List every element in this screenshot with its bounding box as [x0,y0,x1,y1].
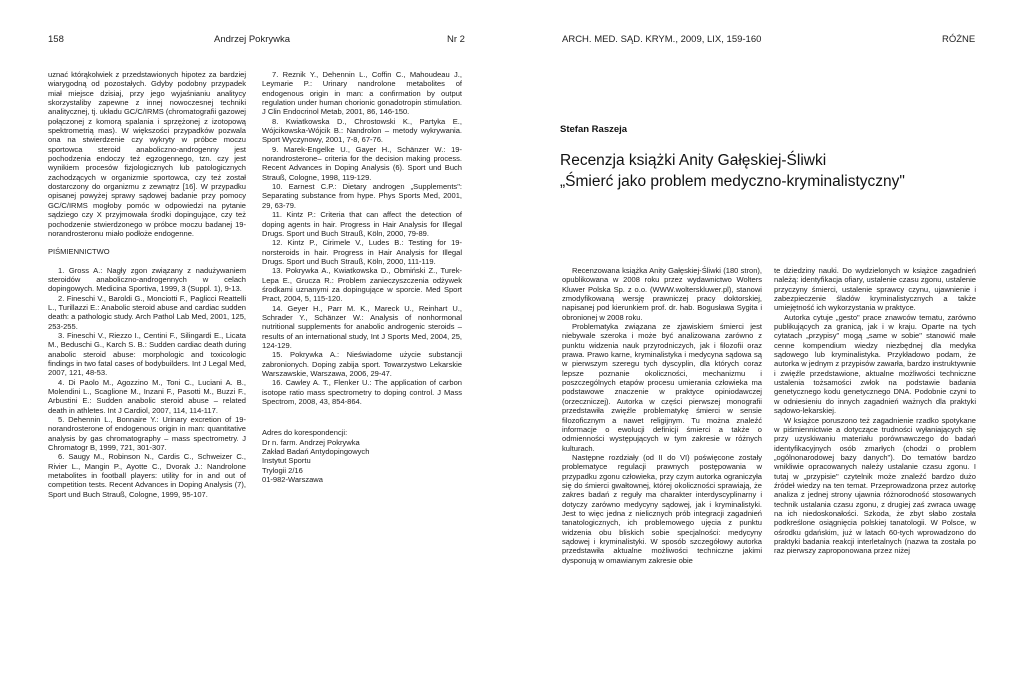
page-number: 158 [48,34,64,45]
review-paragraph: te dziedziny nauki. Do wydzielonych w książce zagadnień należą: identyfikacja ofiary, ustalenie czasu zgonu, ustalenie przyczyny śmierci, ustalenie sprawcy czynu, ujawnienie i zabezpieczenie śladów kryminalistycznych a także umiejętność ich wykorzystania w praktyce. [774,266,976,313]
reference-item: 5. Dehennin L., Bonnaire Y.: Urinary excretion of 19-norandrosterone of endogenous origin in man: quantitative analysis by gas chromatography – mass spectrometry. J Chromatogr B, 1999, 721, 301-307. [48,415,246,453]
reference-item: 11. Kintz P.: Criteria that can affect the detection of doping agents in hair. Progress in Hair Analysis for Illegal Drugs. Sport und Buch Strauß, Köln, 2000, 79-89. [262,210,462,238]
left-column-1 [48,70,246,670]
address-line: Dr n. farm. Andrzej Pokrywka [262,437,360,447]
reference-item: 6. Saugy M., Robinson N., Cardis C., Schweizer C., Rivier L., Mangin P., Ayotte C., Dvorak J.: Nandrolone metabolites in football players: utility for in and out of competition tests. Recent Advances in Doping Analysis (7), Sport und Buch Strauß, Cologne, 1999, 95-107. [48,452,246,499]
reference-item: 12. Kintz P., Cirimele V., Ludes B.: Testing for 19-norsteroids in hair. Progress in Hair Analysis for Illegal Drugs. Sport und Buch Strauß, Köln, 2000, 111-119. [262,238,462,266]
references-heading: PIŚMIENNICTWO [48,247,110,257]
address-line: Zakład Badań Antydopingowych [262,447,370,457]
section-header: RÓŻNE [942,34,976,45]
address-line: 01-982-Warszawa [262,475,323,485]
review-title-line: Recenzja książki Anity Gałęskiej-Śliwki [560,152,827,169]
review-title [560,150,905,192]
review-paragraph: W książce poruszono też zagadnienie rzadko spotykane w piśmiennictwie a dotyczące trudności wyłaniających się przy uzyskiwaniu materiału porównawczego do badań identyfikacyjnych osób zmarłych (chodzi o problem „ogólnonarodowej bazy danych"). Do tematów bardzo wnikliwie opracowanych należy ustalanie czasu zgonu. I tutaj w „przypisie" czytelnik może znaleźć bardzo dużo źródeł wiedzy na ten temat. Przeprowadzona przez autorkę analiza z jednej strony ujawnia różnorodność stosowanych technik ustalania czasu zgonu, z drugiej zaś zwraca uwagę na ich niedoskonałości. Szkoda, że zbyt słabo została podkreślone osiągnięcia polskiej tanatologii. W Polsce, w ośrodku gdańskim, już w latach 60-tych wprowadzono do praktyki badania reakcji interletalnych (nazwa ta została po raz pierwszy zaproponowana przez niżej [774,415,976,556]
review-paragraph: Recenzowana książka Anity Gałęskiej-Śliwki (180 stron), opublikowana w 2008 roku przez wydawnictwo Wolters Kluwer Polska Sp. z o.o. (WWW.wolterskluwer.pl), stanowi zmodyfikowaną wersję prawniczej pracy doktorskiej, napisanej pod kierunkiem prof. dr. hab. Bogusława Sygita i obronionej w 2008 roku. [562,266,762,322]
right-column-1 [562,266,762,676]
reference-item: 9. Marek-Engelke U., Gayer H., Schänzer W.: 19-norandrosterone– criteria for the decision making process. Recent Advances in Doping Analysis (6). Sport und Buch Strauß, Cologne, 1998, 119-129. [262,144,462,182]
left-column-2 [262,70,462,630]
reference-item: 14. Geyer H., Parr M. K., Mareck U., Reinhart U., Schrader Y., Schänzer W.: Analysis of nonhormonal nutritional supplements for anabolic androgenic steroids – results of an international study, Int J Sports Med, 2004, 25, 124-129. [262,303,462,350]
reference-item: 13. Pokrywka A., Kwiatkowska D., Obmiński Z., Turek-Lepa E., Grucza R.: Problem zanieczyszczenia odżywek środkami uznanymi za dopingujące w sporcie. Med Sport Pract, 2004, 5, 115-120. [262,266,462,304]
address-line: Adres do korespondencji: [262,428,348,438]
review-paragraph: Autorka cytuje „gesto" prace znawców tematu, zarówno publikujących za granicą, jak i w kraju. Oparte na tych cytatach „przypisy" mogą „same w sobie" stanowić małe cenne kompendium wiedzy niezbędnej dla medyka sądowego lub kryminalistyka. Przykładowo podam, że autorka w jednym z przypisów zawarła, bardzo instruktywnie i zwięźle przedstawione, aktualne możliwości techniczne ustalenia tożsamości zwłok na podstawie badania genetycznego kodu genetycznego DNA. Podobnie czyni to w odniesieniu do innych zagadnień ważnych dla praktyki sądowo-lekarskiej. [774,312,976,416]
issue-number: Nr 2 [447,34,465,45]
correspondence-address [262,428,462,484]
reference-item: 10. Earnest C.P.: Dietary androgen „Supplements": Separating substance from hype. Phys Sports Med, 2001, 29, 63-79. [262,182,462,210]
reference-item: 2. Fineschi V., Baroldi G., Monciotti F., Paglicci Reattelli L., Turillazzi E.: Anabolic steroid abuse and cardiac sudden death: a pathologic study. Arch Pathol Lab Med, 2001, 125, 253-255. [48,293,246,331]
review-paragraph: Problematyka związana ze zjawiskiem śmierci jest niebywale szeroka i może być analizowana zarówno z punktu widzenia nauk przyrodniczych, jak i filozofii oraz prawa. Prawo karne, kryminalistyka i medycyna sądowa są w pierwszym szeregu tych dyscyplin, dla których coraz lepsze poznanie okoliczności, mechanizmu i poszczególnych etapów procesu umierania człowieka ma podstawowe znaczenie w praktyce opiniodawczej (orzeczniczej). Autorka w części pierwszej monografii przedstawiła zwięźle problematykę śmierci w sensie filozoficznym a nawet religijnym. Tu można znaleźć informacje o ewolucji definicji śmierci a także o odmienności występujących w tym zakresie w różnych kulturach. [562,322,762,453]
body-paragraph: uznać którąkolwiek z przedstawionych hipotez za bardziej wiarygodną od pozostałych. Gdyby podobny przypadek miał miejsce dzisiaj, przy jego wyjaśnianiu analitycy skorzystaliby zapewne z innej nowoczesnej techniki analitycznej, tj. układu GC/C/IRMS (chromatografii gazowej połączonej z komorą spalania i sprzężonej z izotopową spektrometrią mas). W większości przypadków pozwala ona na stwierdzenie czy wykryty w próbce moczu sportowca steroid anaboliczno-androgenny jest pochodzenia endoczy też egzogennego, tzn. czy jest wynikiem procesów fizjologicznych lub patologicznych zachodzących w organizmie sportowca, czy też został dostarczony do organizmu z zewnątrz [16]. W przypadku opisanej powyżej sprawy sądowej badanie przy pomocy GC/C/IRMS mogłoby pomóc w odpowiedzi na pytanie sądziego czy X przyjmowała środki dopingujące, czy też pochodzenie stwierdzonego w próbce moczu badanej 19-norandrosteronu miało podłoże endogenne. [48,70,246,238]
journal-header: ARCH. MED. SĄD. KRYM., 2009, LIX, 159-160 [562,34,762,45]
reference-item: 15. Pokrywka A.: Nieświadome użycie substancji zabronionych. Doping zabija sport. Towarzystwo Lekarskie Warszawskie, Warszawa, 2006, 29-47. [262,350,462,378]
address-line: Instytut Sportu [262,456,311,466]
review-title-line: „Śmierć jako problem medyczno-kryminalistyczny" [560,173,905,190]
right-page [512,0,1024,683]
right-column-2 [774,266,976,676]
reference-item: 1. Gross A.: Nagły zgon związany z nadużywaniem steroidów anaboliczno-androgennych w celach dopingowych. Medicina Sportiva, 1999, 3 (Suppl. 1), 9-13. [48,265,246,294]
review-author: Stefan Raszeja [560,124,628,135]
address-line: Trylogii 2/16 [262,465,303,475]
reference-item: 7. Reznik Y., Dehennin L., Coffin C., Mahoudeau J., Leymarie P.: Urinary nandrolone metabolites of endogenous origin in man: a confirmation by output regulation under human chorionic gonadotropin stimulation. J Clin Endocrinol Metab, 2001, 86, 146-150. [262,70,462,117]
reference-item: 16. Cawley A. T., Flenker U.: The application of carbon isotope ratio mass spectrometry to doping control. J Mass Spectrom, 2008, 43, 854-864. [262,378,462,407]
reference-item: 3. Fineschi V., Riezzo I., Centini F., Silingardi E., Licata M., Beduschi G., Karch S. B.: Sudden cardiac death during anabolic steroid abuse: morphologic and toxicologic findings in two fatal cases of bodybuilders. Int J Legal Med, 2007, 121, 48-53. [48,330,246,378]
reference-item: 8. Kwiatkowska D., Chrostowski K., Partyka E., Wójcikowska-Wójcik B.: Nandrolon – metody wykrywania. Sport Wyczynowy, 2001, 7-8, 67-76. [262,116,462,145]
running-author: Andrzej Pokrywka [214,34,291,45]
reference-item: 4. Di Paolo M., Agozzino M., Toni C., Luciani A. B., Molendini L., Scaglione M., Inzani F., Pasotti M., Buzzi F., Arbustini E.: Sudden anabolic steroid abuse – related death in athletes. Int J Cardiol, 2007, 114, 114-117. [48,377,246,415]
review-paragraph: Następne rozdziały (od II do VI) poświęcone zostały problematyce regulacji prawnych postępowania w przypadku zgonu człowieka, przy czym autorka ograniczyła się do śmierci gwałtownej, której okoliczności sprawiają, że zakres badań z reguły ma charakter interdyscyplinarny i dotyczy zarówno medycyny sądowej, jak i kryminalistyki. Jest to więc jedna z nielicznych prób integracji zagadnień tanatologicznych, ich problemowego ujęcia z punktu widzenia obu bliskich sobie specjalności: medycyny sądowej i kryminalistyki. W sposób szczegółowy autorka przedstawiła aktualne możliwości techniczne jakimi dysponują w omawianym zakresie obie [562,452,762,565]
